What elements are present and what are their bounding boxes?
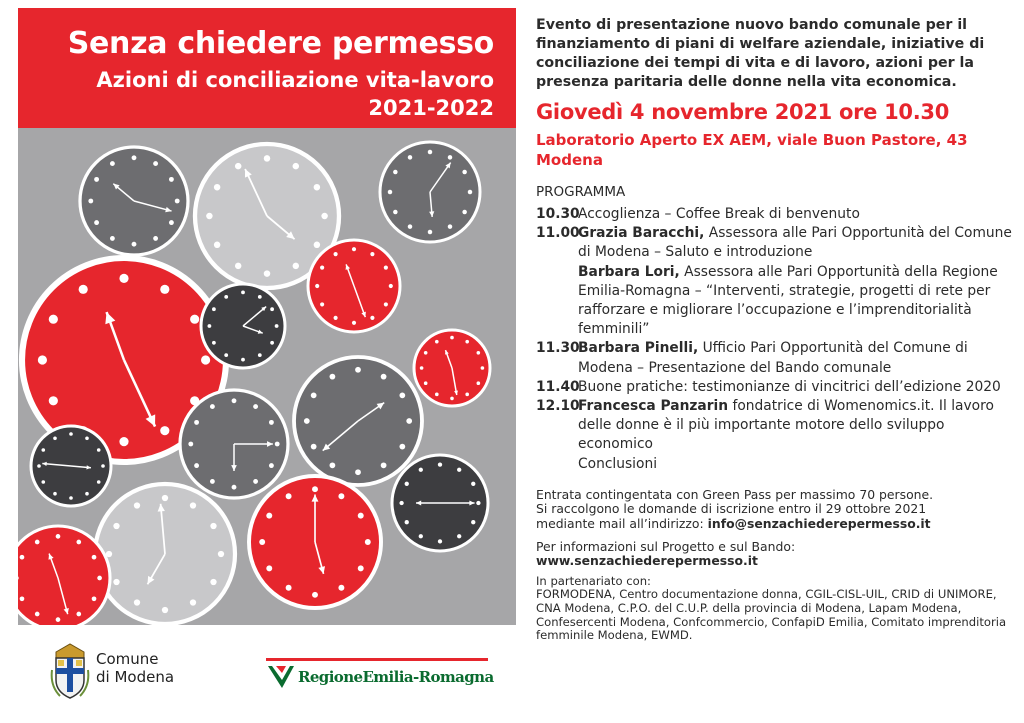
clock-dot	[134, 502, 140, 508]
programma-text	[578, 205, 1014, 224]
clock-dot	[338, 493, 344, 499]
clock-dot	[35, 540, 40, 545]
clock-dot	[169, 220, 174, 225]
clock-dot	[321, 213, 327, 219]
clock-illustration	[18, 128, 516, 625]
comune-crest-icon	[50, 640, 90, 702]
clock-dot	[381, 462, 387, 468]
clock-dot	[405, 520, 409, 524]
regione-flag-icon	[266, 662, 296, 690]
clock-dot	[92, 596, 97, 601]
clock-dot	[477, 351, 481, 355]
place-line2: Modena	[536, 151, 603, 169]
event-date: Giovedì 4 novembre 2021 ore 10.30	[536, 100, 950, 124]
clock-dot	[41, 480, 45, 484]
clock-dot	[194, 420, 199, 425]
clock-dot	[293, 263, 299, 269]
clock-dot	[399, 501, 403, 505]
clock	[18, 526, 110, 625]
clock-dot	[235, 263, 241, 269]
clock-dot	[293, 163, 299, 169]
clock-dot	[399, 393, 405, 399]
programma-time: 11.30	[536, 340, 580, 357]
clock-dot	[462, 170, 467, 175]
clock-dot	[190, 599, 196, 605]
clock-dot	[132, 242, 137, 247]
clock-dot	[97, 480, 101, 484]
clock-dot	[264, 270, 270, 276]
clock-dot	[235, 163, 241, 169]
clock	[392, 455, 488, 551]
email-prefix: mediante mail all’indirizzo:	[536, 516, 708, 532]
programma-item	[536, 378, 1014, 397]
event-title: Senza chiedere permesso	[67, 26, 494, 61]
clock-dot	[352, 321, 356, 325]
clock-dot	[424, 381, 428, 385]
clock-dot	[365, 539, 371, 545]
clock	[201, 284, 285, 368]
clock-dot	[334, 252, 338, 256]
programma-text	[578, 397, 1014, 455]
programma-text	[578, 455, 1014, 474]
clock-dot	[314, 242, 320, 248]
clock-dot	[119, 274, 128, 283]
clock-dot	[381, 374, 387, 380]
clock-dot	[85, 436, 89, 440]
partners-title: In partenariato con:	[536, 573, 651, 588]
clock-dot	[35, 612, 40, 617]
clock-dot	[370, 316, 374, 320]
notes	[536, 488, 1014, 643]
clock-dot	[69, 496, 73, 500]
clock-dot	[334, 316, 338, 320]
clock-dot	[462, 210, 467, 215]
clock-dot	[160, 426, 169, 435]
clock-dot	[312, 486, 318, 492]
programma-list	[536, 205, 1014, 474]
programma-text	[578, 224, 1014, 262]
clock-dot	[438, 539, 442, 543]
clock-dot	[210, 479, 215, 484]
clock-dot	[224, 353, 228, 357]
clock-dot	[435, 393, 439, 397]
clock	[294, 357, 422, 485]
clock-dot	[56, 617, 61, 622]
programma-item	[536, 205, 1014, 224]
speaker-name: Francesca Panzarin	[578, 398, 729, 415]
clock-dot	[450, 336, 454, 340]
clock-dot	[253, 479, 258, 484]
clock-dot	[330, 462, 336, 468]
website-text[interactable]: www.senzachiederepermesso.it	[536, 553, 758, 569]
clock	[31, 426, 111, 506]
green-pass-note: Entrata contingentata con Green Pass per massimo 70 persone.	[536, 486, 934, 502]
clock-dot	[206, 213, 212, 219]
clock-dot	[471, 520, 475, 524]
clock-dot	[258, 295, 262, 299]
clock-dot	[419, 534, 423, 538]
clock-dot	[270, 307, 274, 311]
clock-dot	[269, 420, 274, 425]
clock-dot	[465, 393, 469, 397]
clock-dot	[269, 463, 274, 468]
clock-dot	[210, 579, 216, 585]
clock-dot	[76, 612, 81, 617]
clock-dot	[275, 442, 280, 447]
clock-dot	[358, 513, 364, 519]
clock	[308, 240, 400, 332]
intro-text: Evento di presentazione nuovo bando comunale per il finanziamento di piani di welfare aziendale, iniziative di conciliazione dei tempi di vita e di lavoro, azioni per la presenza paritaria delle donne nella vita economica.	[536, 17, 985, 90]
clock-dot	[370, 252, 374, 256]
clock-dot	[408, 155, 413, 160]
clock	[380, 142, 480, 242]
clock-dot	[212, 307, 216, 311]
clock-dot	[20, 596, 25, 601]
clock-dot	[92, 555, 97, 560]
programma-text	[578, 263, 1014, 340]
info-note: Per informazioni sul Progetto e sul Bando:	[536, 538, 796, 554]
speaker-name: Grazia Baracchi,	[578, 225, 705, 242]
programma-description: Assessora alle Pari Opportunità della Regione Emilia-Romagna – “Interventi, strategie, progetti di rete per rafforzare e migliorare l’occupazione e l’imprenditorialità femminili”	[578, 263, 998, 338]
clock-dot	[468, 190, 473, 195]
clock-dot	[311, 393, 317, 399]
partners-list: FORMODENA, Centro documentazione donna, CGIL-CISL-UIL, CRID di UNIMORE, CNA Modena, C.P.O. del C.U.P. della provincia di Modena, Lapam Modena, Confesercenti Modena, Confcommercio, ConfapiD Emilia, Comitato imprenditoria femminile Modena, EWMD.	[536, 587, 1007, 643]
clock-dot	[110, 236, 115, 241]
clock-dot	[210, 523, 216, 529]
clock-dot	[94, 220, 99, 225]
clock-dot	[49, 315, 58, 324]
programma-text	[578, 378, 1014, 397]
clock-dot	[85, 492, 89, 496]
clock-dot	[457, 534, 461, 538]
clock-dot	[266, 513, 272, 519]
clock-dot	[214, 242, 220, 248]
clock-dot	[419, 468, 423, 472]
programma-item	[536, 339, 1014, 377]
regione-name: RegioneEmilia-Romagna	[298, 668, 494, 686]
clock-dot	[477, 381, 481, 385]
clock-dot	[355, 367, 361, 373]
programma-time	[536, 455, 578, 474]
clock-dot	[399, 444, 405, 450]
clock-dot	[119, 437, 128, 446]
clock-dot	[194, 463, 199, 468]
clock-dot	[37, 464, 41, 468]
comune-name	[96, 650, 174, 686]
clock-dot	[338, 585, 344, 591]
clock-dot	[270, 341, 274, 345]
clock	[180, 390, 288, 498]
clock-dot	[175, 199, 180, 204]
clock-dot	[38, 355, 47, 364]
clock-dot	[132, 155, 137, 160]
clock-dot	[358, 565, 364, 571]
clock	[414, 330, 490, 406]
clock-dot	[188, 442, 193, 447]
programma-time: 11.00	[536, 225, 580, 242]
clock-dot	[212, 341, 216, 345]
clock-face	[18, 526, 110, 625]
clock-dot	[315, 284, 319, 288]
clock-dot	[88, 199, 93, 204]
clock-dot	[113, 579, 119, 585]
clock-dot	[393, 210, 398, 215]
clock-dot	[253, 404, 258, 409]
email-link[interactable]: info@senzachiederepermesso.it	[707, 516, 931, 532]
clock-dot	[162, 495, 168, 501]
programma-item	[536, 224, 1014, 262]
deadline-note: Si raccolgono le domande di iscrizione entro il 29 ottobre 2021	[536, 501, 927, 517]
clock-dot	[241, 291, 245, 295]
programma-description: fondatrice di Womenomics.it. Il lavoro delle donne è il più importante motore dello sviluppo economico	[578, 398, 994, 453]
clock-dot	[201, 355, 210, 364]
clock-dot	[53, 492, 57, 496]
programma-item	[536, 263, 1014, 340]
clock-dot	[190, 315, 199, 324]
clock-dot	[162, 607, 168, 613]
clock-dot	[384, 302, 388, 306]
clock-dot	[428, 230, 433, 235]
programma-time	[536, 263, 578, 340]
title-banner	[18, 8, 516, 128]
clock-dot	[20, 555, 25, 560]
clock-dot	[232, 485, 237, 490]
clock-dot	[312, 592, 318, 598]
clock-dot	[481, 366, 485, 370]
programma-description: Conclusioni	[578, 455, 658, 472]
clock-dot	[286, 493, 292, 499]
programma-time: 10.30	[536, 206, 580, 222]
clock-dot	[153, 236, 158, 241]
clock-dot	[384, 266, 388, 270]
programma-description: Accoglienza – Coffee Break di benvenuto	[578, 206, 860, 222]
clock-dot	[393, 170, 398, 175]
clock-dot	[428, 150, 433, 155]
clock-dot	[266, 565, 272, 571]
clock-dot	[110, 161, 115, 166]
clock-dot	[49, 396, 58, 405]
programma-title: PROGRAMMA	[536, 184, 626, 200]
clock-dot	[320, 302, 324, 306]
clock-dot	[406, 418, 412, 424]
clock-dot	[208, 324, 212, 328]
clock-dot	[214, 184, 220, 190]
clock-dot	[286, 585, 292, 591]
clock-dot	[210, 404, 215, 409]
clock-dot	[169, 177, 174, 182]
clock-dot	[304, 418, 310, 424]
programma-description: Buone pratiche: testimonianze di vincitrici dell’edizione 2020	[578, 378, 1001, 395]
clock-dot	[435, 340, 439, 344]
clock-dot	[113, 523, 119, 529]
programma-description: Ufficio Pari Opportunità del Comune di Modena – Presentazione del Bando comunale	[578, 340, 968, 376]
clock-dot	[241, 358, 245, 362]
regione-divider	[266, 658, 488, 661]
clock-dot	[448, 224, 453, 229]
clock-dot	[275, 324, 279, 328]
clock-dot	[438, 462, 442, 466]
clock-dot	[134, 599, 140, 605]
clock-dot	[101, 464, 105, 468]
place-line1: Laboratorio Aperto EX AEM, viale Buon Pastore, 43	[536, 131, 968, 149]
clock-dot	[320, 266, 324, 270]
partners-block	[536, 575, 1014, 643]
clock-dot	[56, 534, 61, 539]
clock-dot	[218, 551, 224, 557]
clock-dot	[190, 502, 196, 508]
programma-text	[578, 339, 1014, 377]
clock-dot	[94, 177, 99, 182]
clock-dot	[79, 285, 88, 294]
regione-logo	[266, 658, 494, 698]
clock-dot	[53, 436, 57, 440]
clock-dot	[388, 190, 393, 195]
clock-dot	[76, 540, 81, 545]
clock-dot	[41, 448, 45, 452]
event-details	[536, 16, 1014, 643]
clock-dot	[314, 184, 320, 190]
programma-time: 12.10	[536, 398, 580, 415]
clock-dot	[264, 155, 270, 161]
clock-dot	[224, 295, 228, 299]
clock-dot	[457, 468, 461, 472]
clock-dot	[352, 247, 356, 251]
clock-dot	[465, 340, 469, 344]
clock-dot	[160, 285, 169, 294]
clock-dot	[448, 155, 453, 160]
programma-description: Assessora alle Pari Opportunità del Comune di Modena – Saluto e introduzione	[578, 225, 1012, 261]
event-years: 2021-2022	[368, 96, 494, 120]
clock-dot	[389, 284, 393, 288]
clock-dot	[424, 351, 428, 355]
logos-area	[18, 630, 516, 723]
programma-item	[536, 455, 1014, 474]
clock-dot	[471, 482, 475, 486]
website-link[interactable]	[536, 554, 1014, 569]
clock	[95, 484, 235, 624]
clock	[249, 476, 381, 608]
clock-dot	[97, 576, 102, 581]
comune-line1: Comune	[96, 650, 159, 668]
clock-dot	[97, 448, 101, 452]
clock-dot	[420, 366, 424, 370]
event-place	[536, 130, 1014, 170]
speaker-name: Barbara Pinelli,	[578, 340, 699, 357]
clock-dot	[311, 444, 317, 450]
clock-dot	[476, 501, 480, 505]
clock-dot	[258, 353, 262, 357]
clock-dot	[450, 397, 454, 401]
clock-dot	[405, 482, 409, 486]
speaker-name: Barbara Lori,	[578, 263, 680, 280]
clock-dot	[69, 432, 73, 436]
clock-dot	[408, 224, 413, 229]
clock-dot	[153, 161, 158, 166]
clock-dot	[330, 374, 336, 380]
email-note	[536, 517, 1014, 532]
programma-time: 11.40	[536, 378, 580, 395]
programma-item	[536, 397, 1014, 455]
clock-dot	[232, 398, 237, 403]
comune-line2: di Modena	[96, 668, 175, 686]
event-subtitle: Azioni di conciliazione vita-lavoro	[96, 68, 494, 92]
clock-dot	[355, 469, 361, 475]
clocks-svg	[18, 128, 516, 625]
clock	[80, 147, 188, 255]
clock-dot	[259, 539, 265, 545]
